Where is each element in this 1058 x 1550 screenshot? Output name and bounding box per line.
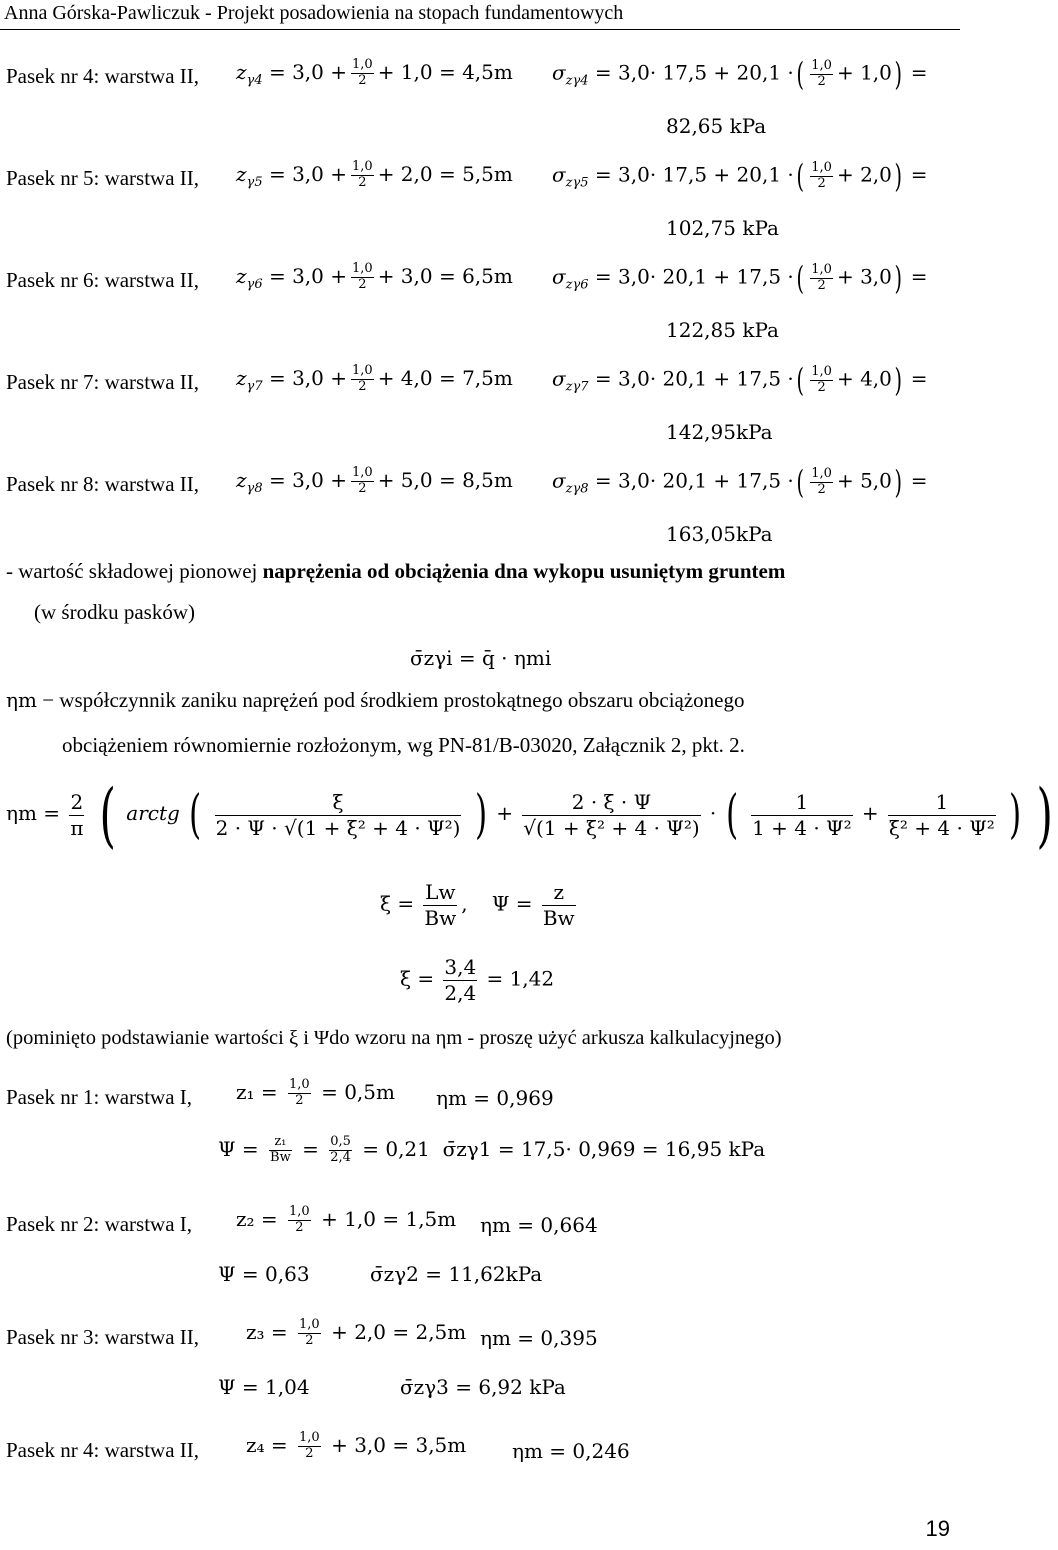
psi-frac2 <box>329 1135 352 1166</box>
frac-num: 1,0 <box>352 57 373 72</box>
z-symbol: z <box>236 59 247 84</box>
frac-num: 1,0 <box>299 1317 320 1332</box>
z-frac <box>288 1205 311 1236</box>
frac-num: 1 <box>888 790 996 816</box>
z-eq: = 3,0 + <box>268 161 347 186</box>
z-rest: + 5,0 = 8,5m <box>377 467 513 492</box>
lower-strip-1 <box>6 1087 192 1108</box>
z-frac <box>351 160 374 191</box>
z-symbol: z <box>236 161 247 186</box>
note: (pominięto podstawianie wartości ξ i Ψdo wzoru na ηm - proszę użyć arkusza kalkulacyjnego) <box>6 1027 782 1049</box>
psi-frac <box>269 1135 292 1166</box>
z-lhs: z₂ = <box>236 1206 278 1231</box>
sigma-result: 102,75 kPa <box>666 216 779 240</box>
strip1-eta: ηm = 0,969 <box>436 1086 554 1110</box>
sigma-rest: + 2,0 <box>836 162 892 187</box>
frac-den: 2 <box>358 276 367 292</box>
frac-den: 2 <box>358 480 367 496</box>
paren-open: ( <box>796 55 804 93</box>
plus: + <box>861 800 879 825</box>
z-eq: = 3,0 + <box>268 263 347 288</box>
sigma-equals: = <box>910 162 928 187</box>
strip4-z <box>246 1431 466 1462</box>
z-rest: + 1,0 = 1,5m <box>321 1206 457 1231</box>
z-rest: + 4,0 = 7,5m <box>377 365 513 390</box>
frac-num: 1 <box>751 790 853 816</box>
frac-den: 2 <box>295 1219 304 1235</box>
eta-desc-line2: obciążeniem równomiernie rozłożonym, wg PN-81/B-03020, Załącznik 2, pkt. 2. <box>62 733 745 757</box>
frac-den: 2 <box>305 1332 314 1348</box>
eta-formula <box>6 774 1058 856</box>
paren-close: ) <box>894 157 902 195</box>
frac-num: 1,0 <box>352 159 373 174</box>
z-sub: γ4 <box>246 72 263 88</box>
page-number: 19 <box>925 1516 950 1541</box>
frac-den: Bw <box>424 906 457 930</box>
strip2-eta: ηm = 0,664 <box>480 1213 598 1237</box>
z-frac <box>298 1318 321 1349</box>
frac-num: 1,0 <box>289 1204 310 1219</box>
frac-num: 1,0 <box>289 1077 310 1092</box>
paren-close: ) <box>894 361 902 399</box>
z-eq: = 3,0 + <box>268 365 347 390</box>
intro-line2: (w środku pasków) <box>34 600 195 624</box>
frac-den: 2 <box>817 73 826 89</box>
paren-open: ( <box>796 259 804 297</box>
psi-eq: = <box>302 1136 319 1161</box>
frac-2 <box>522 790 700 841</box>
z-sub: γ8 <box>246 480 263 496</box>
strip3-sigma: σ̄zγ3 = 6,92 kPa <box>400 1375 566 1399</box>
z-eq: = 3,0 + <box>268 467 347 492</box>
sigma-frac <box>810 161 833 192</box>
frac-den: 2 <box>358 378 367 394</box>
frac-num: 2 <box>70 789 84 814</box>
strip3-eta: ηm = 0,395 <box>480 1326 598 1350</box>
page-header: Anna Górska-Pawliczuk - Projekt posadowienia na stopach fundamentowych <box>4 2 624 24</box>
xi-value <box>400 955 554 1006</box>
frac-4 <box>888 790 996 841</box>
paren-close: ) <box>894 55 902 93</box>
arctg: arctg <box>126 800 180 825</box>
sigma-result: 142,95kPa <box>666 420 773 444</box>
xi-frac <box>443 955 477 1006</box>
sigma-sub: zγ6 <box>565 277 589 293</box>
psi-lhs: Ψ = <box>218 1136 259 1161</box>
strip-sigma <box>552 463 928 501</box>
z-sub: γ5 <box>246 174 263 190</box>
strip-z <box>236 58 513 89</box>
z-symbol: z <box>236 467 247 492</box>
frac-num: z₁ <box>269 1135 292 1151</box>
strip-sigma <box>552 55 928 93</box>
sigma-result: 82,65 kPa <box>666 114 767 138</box>
strip4-eta: ηm = 0,246 <box>512 1439 630 1463</box>
sigma-eq: = 3,0· 20,1 + 17,5 · <box>594 468 794 493</box>
z-rest: + 1,0 = 4,5m <box>377 59 513 84</box>
sigma-equals: = <box>910 366 928 391</box>
eta-symbol: ηm <box>6 688 37 712</box>
sigma-eq: = 3,0· 17,5 + 20,1 · <box>594 162 794 187</box>
z-symbol: z <box>236 365 247 390</box>
xi-lhs: ξ = <box>400 966 435 991</box>
strip-label: Pasek nr 7: warstwa II, <box>6 370 200 394</box>
strip-sigma <box>552 259 928 297</box>
paren-close: ) <box>894 463 902 501</box>
paren-open: ( <box>796 463 804 501</box>
frac-num: ξ <box>215 790 462 816</box>
z-rest: + 3,0 = 6,5m <box>377 263 513 288</box>
sigma-eq: = 3,0· 20,1 + 17,5 · <box>594 366 794 391</box>
sigma-formula: σ̄zγi = q̄ · ηmi <box>410 646 552 670</box>
sigma-rest: + 5,0 <box>836 468 892 493</box>
z-sub: γ6 <box>246 276 263 292</box>
sigma-result: 163,05kPa <box>666 522 773 546</box>
sigma-symbol: σ <box>552 162 566 187</box>
z-over-bw <box>542 880 576 931</box>
eta-lhs: ηm = <box>6 800 61 825</box>
xi-result: = 1,42 <box>486 966 555 991</box>
strip-sigma <box>552 157 928 195</box>
frac-num: 1,0 <box>811 363 832 379</box>
frac-1 <box>215 790 462 841</box>
strip-sigma <box>552 361 928 399</box>
section-intro <box>6 561 785 582</box>
strip1-psi <box>218 1135 765 1166</box>
strip-z <box>236 160 513 191</box>
sigma-sub: zγ4 <box>565 73 589 89</box>
z-frac <box>351 58 374 89</box>
frac-num: 1,0 <box>352 261 373 276</box>
frac-den: 1 + 4 · Ψ² <box>752 815 852 840</box>
eta-desc-line1: − współczynnik zaniku naprężeń pod środkiem prostokątnego obszaru obciążonego <box>42 688 745 712</box>
z-frac <box>288 1078 311 1109</box>
frac-num: z <box>542 880 576 906</box>
strip1-z <box>236 1078 395 1109</box>
frac-den: 2 <box>817 175 826 191</box>
strip-z <box>236 364 513 395</box>
frac-num: Lw <box>425 880 456 904</box>
paren-close: ) <box>474 785 487 845</box>
frac-den: Bw <box>542 906 575 930</box>
strip3-z <box>246 1318 466 1349</box>
paren-open: ( <box>796 157 804 195</box>
sigma-rest: + 3,0 <box>836 264 892 289</box>
strip2-z <box>236 1205 456 1236</box>
sigma-rest: + 1,0 <box>836 60 892 85</box>
frac-num: 0,5 <box>330 1134 351 1149</box>
z-rest: = 0,5m <box>321 1079 395 1104</box>
sigma-result: σ̄zγ1 = 17,5· 0,969 = 16,95 kPa <box>442 1136 766 1161</box>
strip2-psi: Ψ = 0,63 <box>218 1262 310 1286</box>
frac-num: 3,4 <box>444 955 477 979</box>
strip3-psi: Ψ = 1,04 <box>218 1375 310 1399</box>
strip-label: Pasek nr 6: warstwa II, <box>6 268 200 292</box>
frac-num: 1,0 <box>811 261 832 277</box>
z-frac <box>351 466 374 497</box>
intro-bold: naprężenia od obciążenia dna wykopu usuniętym gruntem <box>262 559 786 583</box>
paren-close: ) <box>1009 785 1022 845</box>
header-rule <box>0 29 960 30</box>
sigma-symbol: σ <box>552 468 566 493</box>
sigma-symbol: σ <box>552 366 566 391</box>
paren-close: ) <box>894 259 902 297</box>
frac-den: 2 <box>305 1445 314 1461</box>
paren-open: ( <box>796 361 804 399</box>
frac-num: 1,0 <box>811 57 832 73</box>
z-frac <box>351 262 374 293</box>
frac-num: 1,0 <box>811 159 832 175</box>
frac-num: 1,0 <box>352 363 373 378</box>
frac-den: 2 <box>817 481 826 497</box>
frac-num: 1,0 <box>299 1430 320 1445</box>
z-rest: + 2,0 = 5,5m <box>377 161 513 186</box>
z-rest: + 2,0 = 2,5m <box>331 1319 467 1344</box>
z-eq: = 3,0 + <box>268 59 347 84</box>
sigma-result: 122,85 kPa <box>666 318 779 342</box>
strip-label: Pasek nr 4: warstwa II, <box>6 64 200 88</box>
z-frac <box>351 364 374 395</box>
frac-den: 2 <box>358 72 367 88</box>
frac-num: 1,0 <box>352 465 373 480</box>
sigma-eq: = 3,0· 20,1 + 17,5 · <box>594 264 794 289</box>
sigma-frac <box>810 59 833 90</box>
frac-den: 2 <box>358 174 367 190</box>
z-lhs: z₄ = <box>246 1432 288 1457</box>
xi-lhs: ξ = <box>380 891 415 916</box>
paren-close: ) <box>1036 774 1053 856</box>
intro-text: - wartość składowej pionowej <box>6 559 263 583</box>
frac-3 <box>751 790 853 841</box>
two-over-pi <box>69 790 84 841</box>
lower-strip-3-label: Pasek nr 3: warstwa II, <box>6 1325 200 1349</box>
lw-over-bw <box>423 880 457 931</box>
strip-z <box>236 262 513 293</box>
z-lhs: z₃ = <box>246 1319 288 1344</box>
eta-description <box>6 690 745 711</box>
z-symbol: z <box>236 263 247 288</box>
sigma-equals: = <box>910 468 928 493</box>
sigma-equals: = <box>910 60 928 85</box>
psi-result: = 0,21 <box>362 1136 430 1161</box>
frac-den: √(1 + ξ² + 4 · Ψ²) <box>523 815 700 840</box>
strip2-sigma: σ̄zγ2 = 11,62kPa <box>370 1262 543 1286</box>
paren-open: ( <box>725 785 738 845</box>
xi-psi-def <box>380 880 580 931</box>
sigma-sub: zγ5 <box>565 175 589 191</box>
frac-num: 2 · ξ · Ψ <box>522 790 700 816</box>
z-lhs: z₁ = <box>236 1079 278 1104</box>
sigma-equals: = <box>910 264 928 289</box>
dot: · <box>709 800 717 825</box>
plus: + <box>496 800 513 825</box>
frac-den: 2,4 <box>330 1149 351 1165</box>
z-frac <box>298 1431 321 1462</box>
lower-strip-2-label: Pasek nr 2: warstwa I, <box>6 1212 193 1236</box>
paren-open: ( <box>189 785 202 845</box>
frac-den: 2 · Ψ · √(1 + ξ² + 4 · Ψ²) <box>215 815 461 840</box>
frac-den: 2 <box>295 1092 304 1108</box>
frac-den: Bw <box>270 1149 291 1165</box>
sigma-sub: zγ7 <box>565 379 589 395</box>
lower-strip-4-label: Pasek nr 4: warstwa II, <box>6 1438 200 1462</box>
frac-den: 2,4 <box>444 981 477 1005</box>
psi-lhs: Ψ = <box>491 891 533 916</box>
frac-den: 2 <box>817 379 826 395</box>
comma: , <box>461 891 487 916</box>
frac-den: 2 <box>817 277 826 293</box>
strip-z <box>236 466 513 497</box>
sigma-rest: + 4,0 <box>836 366 892 391</box>
sigma-frac <box>810 263 833 294</box>
sigma-symbol: σ <box>552 264 566 289</box>
sigma-eq: = 3,0· 17,5 + 20,1 · <box>594 60 794 85</box>
strip-label: Pasek nr 1: warstwa I, <box>6 1085 193 1109</box>
frac-num: 1,0 <box>811 465 832 481</box>
sigma-sub: zγ8 <box>565 481 589 497</box>
sigma-frac <box>810 467 833 498</box>
sigma-frac <box>810 365 833 396</box>
strip-label: Pasek nr 8: warstwa II, <box>6 472 200 496</box>
frac-den: π <box>70 815 84 840</box>
z-rest: + 3,0 = 3,5m <box>331 1432 467 1457</box>
sigma-symbol: σ <box>552 60 566 85</box>
frac-den: ξ² + 4 · Ψ² <box>888 815 995 840</box>
strip-label: Pasek nr 5: warstwa II, <box>6 166 200 190</box>
z-sub: γ7 <box>246 378 263 394</box>
paren-open: ( <box>99 774 116 856</box>
